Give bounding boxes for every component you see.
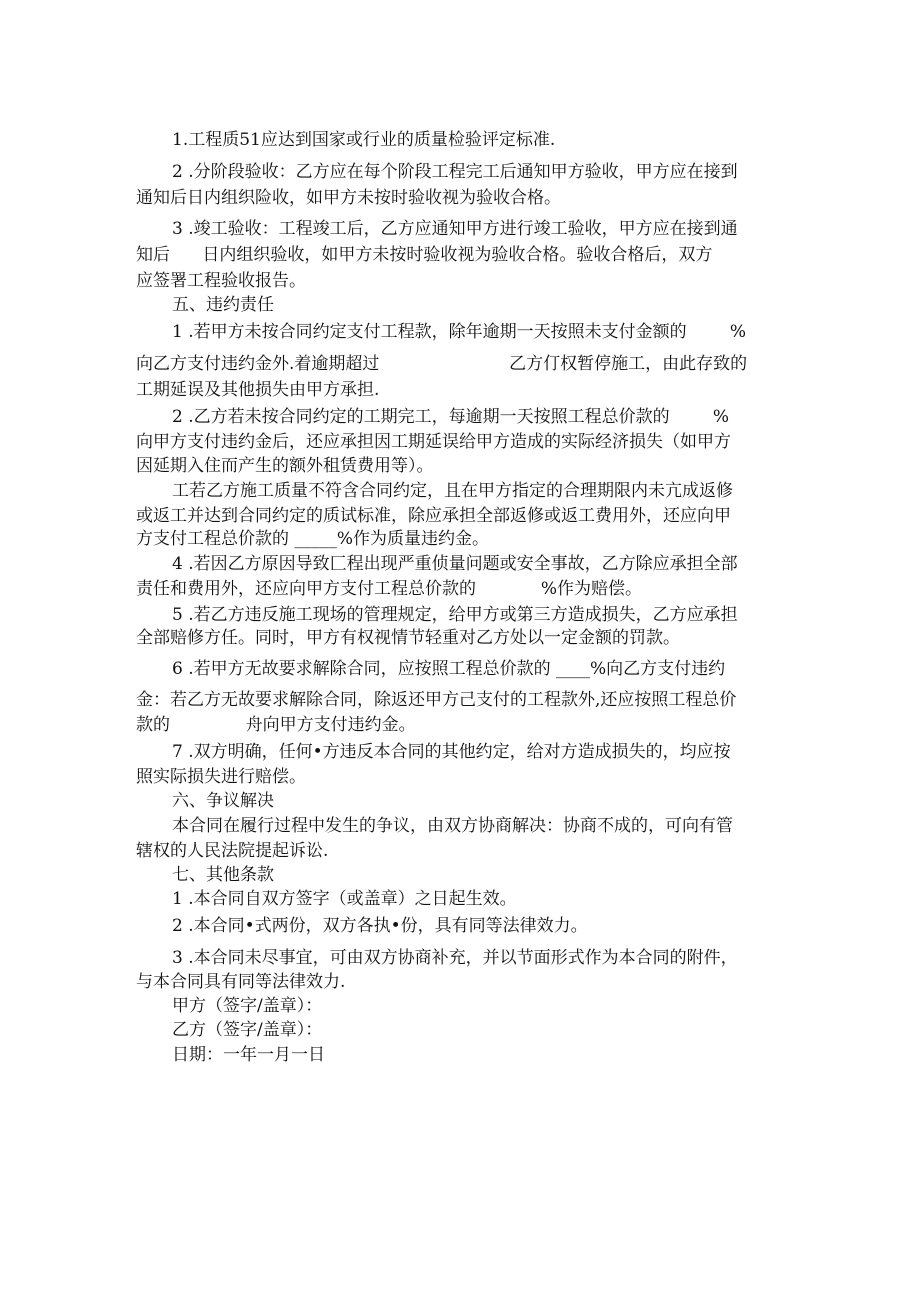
text-line: 因延期入住而产生的额外租赁费用等）。 [136,456,434,476]
text-line: 本合同在履行过程中发生的争议，由双方协商解决：协商不成的，可向有管 [172,816,733,836]
text-line: 辖权的人民法院提起诉讼. [136,841,329,861]
text-line: 款的 舟向甲方支付违约金。 [136,715,416,735]
section-heading: 七、其他条款 [172,865,274,885]
section-heading: 六、争议解决 [172,791,274,811]
text-line: 全部赔修方任。同时，甲方有权视情节轻重对乙方处以一定金额的罚款。 [136,628,680,648]
text-line: 2 .分阶段验收：乙方应在每个阶段工程完工后通知甲方验收，甲方应在接到 [172,162,738,182]
text-line: 金：若乙方无故要求解除合同，除返还甲方己支付的工程款外,还应按照工程总价 [136,690,737,710]
text-line: 2 .乙方若未按合同约定的工期完工，每逾期一天按照工程总价款的 % [172,407,730,427]
section-heading: 五、违约责任 [172,295,274,315]
text-line: 方支付工程总价款的 _____%作为质量违约金。 [136,529,490,549]
text-line: 1 .若甲方未按合同约定支付工程款，除年逾期一天按照未支付金额的 % [172,322,747,342]
text-line: 与本合同具有同等法律效力. [136,972,346,992]
text-line: 责任和费用外，还应向甲方支付工程总价款的 %作为赔偿。 [136,579,642,599]
text-line: 6 .若甲方无故要求解除合同，应按照工程总价款的 ____%向乙方支付违约 [172,659,726,679]
text-line: 1 .本合同自双方签字（或盖章）之日起生效。 [172,889,517,909]
text-line: 向甲方支付违约金后，还应承担因工期延误给甲方造成的实际经济损失（如甲方 [136,432,731,452]
text-line: 1.工程质51应达到国家或行业的质量检验评定标准. [172,130,556,150]
text-line: 向乙方支付违约金外.着逾期超过 乙方仃权暂停施工，由此存致的 [136,354,748,374]
text-line: 或返工并达到合同约定的质试标准，除应承担全部返修或返工费用外，还应向甲 [136,506,731,526]
text-line: 工期延误及其他损失由甲方承担. [136,380,380,400]
text-line: 3 .本合同未尽事宜，可由双方协商补充，并以节面形式作为本合同的附件， [172,948,738,968]
text-line: 照实际损失进行赔偿。 [136,767,306,787]
text-line: 知后 日内组织验收，如甲方未按时验收视为验收合格。验收合格后，双方 [136,245,713,265]
signature-party-b: 乙方（签字/盖章）： [172,1020,323,1040]
signature-party-a: 甲方（签字/盖章）： [172,996,323,1016]
text-line: 应签署工程验收报告。 [136,271,306,291]
text-line: 7 .双方明确，任何•方违反本合同的其他约定，给对方造成损失的，均应按 [172,742,731,762]
text-line: 3 .竣工验收：工程竣工后，乙方应通知甲方进行竣工验收，甲方应在接到通 [172,219,738,239]
text-line: 工若乙方施工质量不符含合同约定，且在甲方指定的合理期限内未亢成返修 [172,481,733,501]
text-line: 5 .若乙方违反施工现场的管理规定，给甲方或第三方造成损失，乙方应承担 [172,605,738,625]
text-line: 通知后日内组织险收，如甲方未按时验收视为验收合格。 [136,188,561,208]
signature-date: 日期：一年一月一日 [172,1045,325,1065]
text-line: 2 .本合同•式两份，双方各执•份，具有同等法律效力。 [172,916,588,936]
text-line: 4 .若因乙方原因导致匚程出现严重侦量问题或安全事故，乙方除应承担全部 [172,554,738,574]
